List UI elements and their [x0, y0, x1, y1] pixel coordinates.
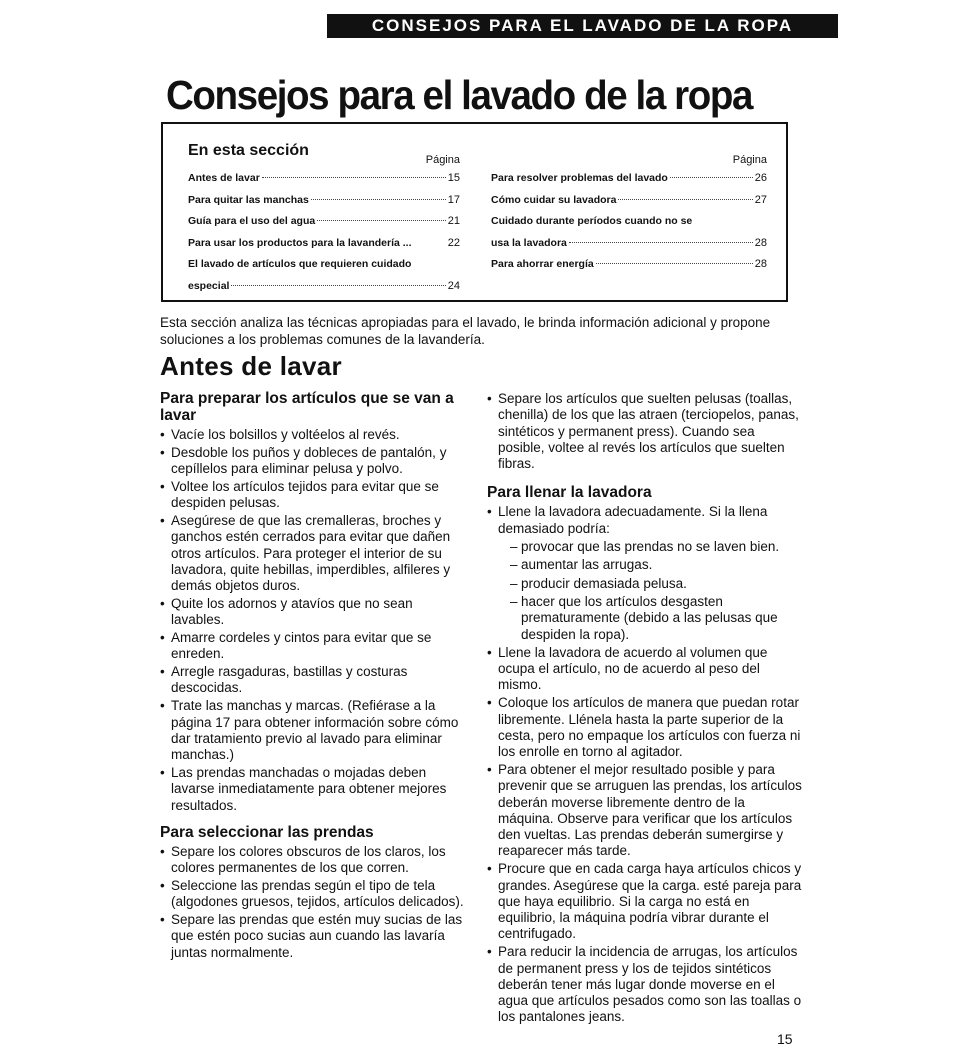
toc-entry-label: Para ahorrar energía	[491, 258, 594, 270]
toc-entry	[491, 233, 767, 255]
toc-leader	[231, 285, 445, 286]
section-banner: CONSEJOS PARA EL LAVADO DE LA ROPA	[327, 14, 838, 38]
intro-paragraph: Esta sección analiza las técnicas apropiadas para el lavado, le brinda información adicional y propone soluciones a los problemas comunes de la lavandería.	[160, 315, 771, 347]
toc-leader	[317, 220, 446, 221]
right-column	[487, 391, 802, 1027]
toc-entry	[491, 254, 767, 276]
toc-entry-page: 22	[447, 236, 460, 249]
dash-item: – producir demasiada pelusa.	[498, 576, 802, 592]
toc-pagina-label: Página	[425, 154, 460, 166]
toc-right-column	[491, 153, 767, 276]
dash-item: – aumentar las arrugas.	[498, 557, 802, 573]
list-item: • Amarre cordeles y cintos para evitar que se enreden.	[160, 630, 465, 663]
left-column	[160, 390, 465, 962]
list-item: • Voltee los artículos tejidos para evitar que se despiden pelusas.	[160, 479, 465, 512]
dash-item: – hacer que los artículos desgasten prematuramente (debido a las pelusas que despiden la ropa).	[498, 594, 802, 643]
toc-leader	[262, 177, 446, 178]
toc-entry-label: especial	[188, 279, 230, 292]
toc-entry-label: Para quitar las manchas	[188, 193, 309, 206]
list-item: • Las prendas manchadas o mojadas deben lavarse inmediatamente para obtener mejores resultados.	[160, 765, 465, 814]
toc-entry-label: Cómo cuidar su lavadora	[491, 193, 617, 206]
list-item: • Para obtener el mejor resultado posible y para prevenir que se arruguen las prendas, los artículos deberán moverse libremente dentro de la máquina. Observe para verificar que los artículos den vueltas. Las prendas deberán sumergirse y reaparecer más tarde.	[487, 762, 802, 860]
toc-entry	[491, 168, 767, 190]
page-number: 15	[777, 1031, 793, 1047]
toc-entry	[491, 190, 767, 212]
list-item: • Seleccione las prendas según el tipo de tela (algodones gruesos, tejidos, artículos delicados).	[160, 878, 465, 911]
toc-entry-label: Guía para el uso del agua	[188, 215, 316, 227]
dash-list	[498, 539, 802, 643]
fill-list	[487, 504, 802, 1025]
list-item: • Coloque los artículos de manera que puedan rotar libremente. Llénela hasta la parte superior de la cesta, pero no empaque los artículos con fuerza ni los enrolle en torno al agitador.	[487, 695, 802, 760]
page-title: Consejos para el lavado de la ropa	[166, 72, 753, 118]
list-item-text: Llene la lavadora adecuadamente. Si la llena demasiado podría:	[498, 504, 768, 536]
list-item: • Separe las prendas que estén muy sucias de las que estén poco sucias aun cuando las lavaría juntas normalmente.	[160, 912, 465, 961]
section-title: Antes de lavar	[160, 351, 342, 381]
dash-item: – provocar que las prendas no se laven bien.	[498, 539, 802, 555]
toc-entry	[188, 211, 460, 233]
toc-entry-page: 26	[754, 172, 767, 184]
list-item: • Procure que en cada carga haya artículos chicos y grandes. Asegúrese que la carga. esté pareja para que haya equilibrio. Si la carga no está en equilibrio, la máquina podría vibrar durante el centrifugado.	[487, 861, 802, 942]
toc-entry	[491, 211, 767, 233]
fill-heading: Para llenar la lavadora	[487, 484, 652, 502]
list-item: • Separe los artículos que suelten pelusas (toallas, chenilla) de los que las atraen (terciopelos, panas, sintéticos y permanent press). Cuando sea posible, voltee al revés los artículos que suelten fibras.	[487, 391, 802, 472]
toc-entry	[188, 168, 460, 190]
prep-list	[160, 427, 465, 814]
select-list-continued	[487, 391, 802, 472]
select-list	[160, 844, 465, 961]
toc-entry-page: 27	[754, 193, 767, 206]
toc-entry	[188, 276, 460, 298]
list-item: • Llene la lavadora de acuerdo al volumen que ocupa el artículo, no de acuerdo al peso del mismo.	[487, 645, 802, 694]
toc-entry-page: 15	[447, 172, 460, 184]
toc-entry-page: 28	[754, 258, 767, 270]
toc-leader	[569, 242, 753, 243]
toc-entry	[188, 233, 460, 255]
toc-leader	[596, 263, 753, 264]
toc-leader	[311, 199, 446, 200]
toc-entry-page: 28	[754, 236, 767, 249]
toc-entry-label: Antes de lavar	[188, 172, 260, 184]
select-heading: Para seleccionar las prendas	[160, 823, 374, 841]
list-item: • Quite los adornos y atavíos que no sean lavables.	[160, 596, 465, 629]
list-item: • Arregle rasgaduras, bastillas y costuras descocidas.	[160, 664, 465, 697]
toc-entry-label: Para usar los productos para la lavandería ...	[188, 236, 412, 249]
toc-entry	[188, 190, 460, 212]
toc-entry-page: 24	[447, 279, 460, 292]
toc-entry-label: Para resolver problemas del lavado	[491, 172, 668, 184]
toc-entry-label: El lavado de artículos que requieren cuidado	[188, 258, 412, 270]
list-item: • Separe los colores obscuros de los claros, los colores permanentes de los que corren.	[160, 844, 465, 877]
list-item: • Desdoble los puños y dobleces de pantalón, y cepíllelos para eliminar pelusa y polvo.	[160, 445, 465, 478]
toc-entry-page: 21	[447, 215, 460, 227]
prep-heading: Para preparar los artículos que se van a lavar	[160, 390, 454, 424]
toc-left-column	[188, 153, 460, 297]
toc-entry	[188, 254, 460, 276]
toc-pagina-label: Página	[732, 154, 767, 166]
list-item	[487, 504, 802, 642]
toc-leader	[670, 177, 753, 178]
toc-leader	[618, 199, 752, 200]
toc-heading: En esta sección	[188, 142, 309, 159]
toc-entry-label: usa la lavadora	[491, 236, 567, 249]
list-item: • Para reducir la incidencia de arrugas, los artículos de permanent press y los de tejidos sintéticos deberán tener más lugar donde moverse en el agua que artículos pesados como son las toallas o los pantalones jeans.	[487, 944, 802, 1025]
list-item: • Vacíe los bolsillos y voltéelos al revés.	[160, 427, 465, 443]
toc-box	[161, 122, 788, 302]
list-item: • Trate las manchas y marcas. (Refiérase a la página 17 para obtener información sobre cómo dar tratamiento previo al lavado para eliminar manchas.)	[160, 698, 465, 763]
list-item: • Asegúrese de que las cremalleras, broches y ganchos estén cerrados para evitar que dañen otros artículos. Para proteger el interior de su lavadora, quite hebillas, imperdibles, alfileres y demás objetos duros.	[160, 513, 465, 594]
toc-entry-page: 17	[447, 193, 460, 206]
toc-entry-label: Cuidado durante períodos cuando no se	[491, 215, 693, 227]
